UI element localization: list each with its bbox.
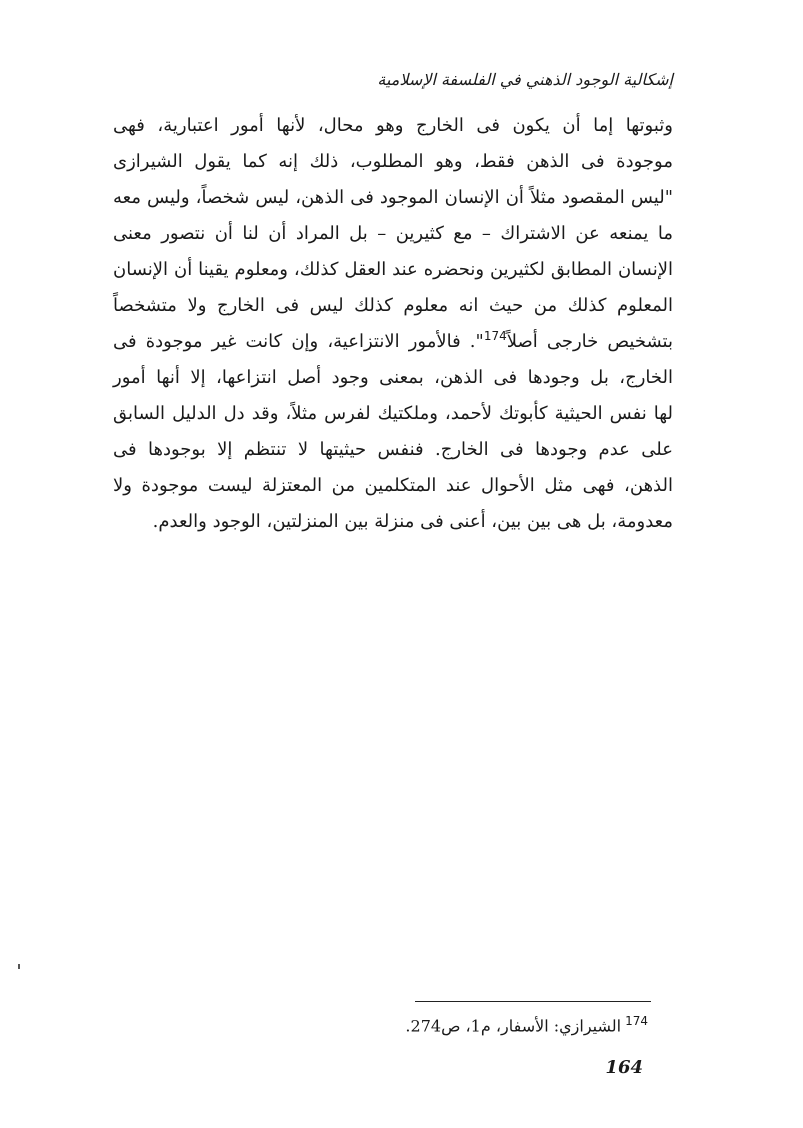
page-number: 164 [605, 1057, 643, 1078]
text-line: الإنسان المطابق لكثيرين ونحضره عند العقل كذلك، ومعلوم يقينا أن الإنسان [113, 259, 673, 280]
footnote-text: الشيرازي: الأسفار، م1، ص274. [405, 1016, 622, 1036]
footnote [405, 1014, 648, 1035]
text-line: معدومة، بل هى بين بين، أعنى فى منزلة بين المنزلتين، الوجود والعدم. [152, 511, 673, 532]
text-line: وثبوتها إما أن يكون فى الخارج وهو محال، لأنها أمور اعتبارية، فهى [113, 115, 673, 136]
text-line: على عدم وجودها فى الخارج. فنفس حيثيتها لا تنتظم إلا بوجودها فى [113, 439, 673, 460]
scan-speck [18, 964, 20, 969]
text-line: الذهن، فهى مثل الأحوال عند المتكلمين من المعتزلة ليست موجودة ولا [113, 475, 673, 496]
footnote-number: 174 [625, 1014, 648, 1028]
text-line: لها نفس الحيثية كأبوتك لأحمد، وملكتيك لفرس مثلاً، وقد دل الدليل السابق [113, 403, 673, 424]
footnote-reference[interactable]: 174 [483, 329, 507, 343]
text-segment: ". فالأمور الانتزاعية، وإن كانت غير موجودة فى [113, 331, 484, 352]
text-line: المعلوم كذلك من حيث انه معلوم كذلك ليس فى الخارج ولا متشخصاً [113, 295, 673, 316]
text-line-with-footnote-ref [113, 324, 673, 360]
text-line: ما يمنعه عن الاشتراك – مع كثيرين – بل المراد أن لنا أن نتصور معنى [113, 223, 673, 244]
footnote-divider [415, 1001, 651, 1002]
text-line: "ليس المقصود مثلاً أن الإنسان الموجود فى الذهن، ليس شخصاً، وليس معه [113, 187, 673, 208]
text-line: الخارج، بل وجودها فى الذهن، بمعنى وجود أصل انتزاعها، إلا أنها أمور [113, 367, 673, 388]
body-paragraph [113, 108, 673, 540]
running-header: إشكالية الوجود الذهني في الفلسفة الإسلامية [377, 70, 673, 89]
text-segment: بتشخيص خارجى أصلاً [506, 331, 673, 352]
text-line: موجودة فى الذهن فقط، وهو المطلوب، ذلك إنه كما يقول الشيرازى [113, 151, 673, 172]
